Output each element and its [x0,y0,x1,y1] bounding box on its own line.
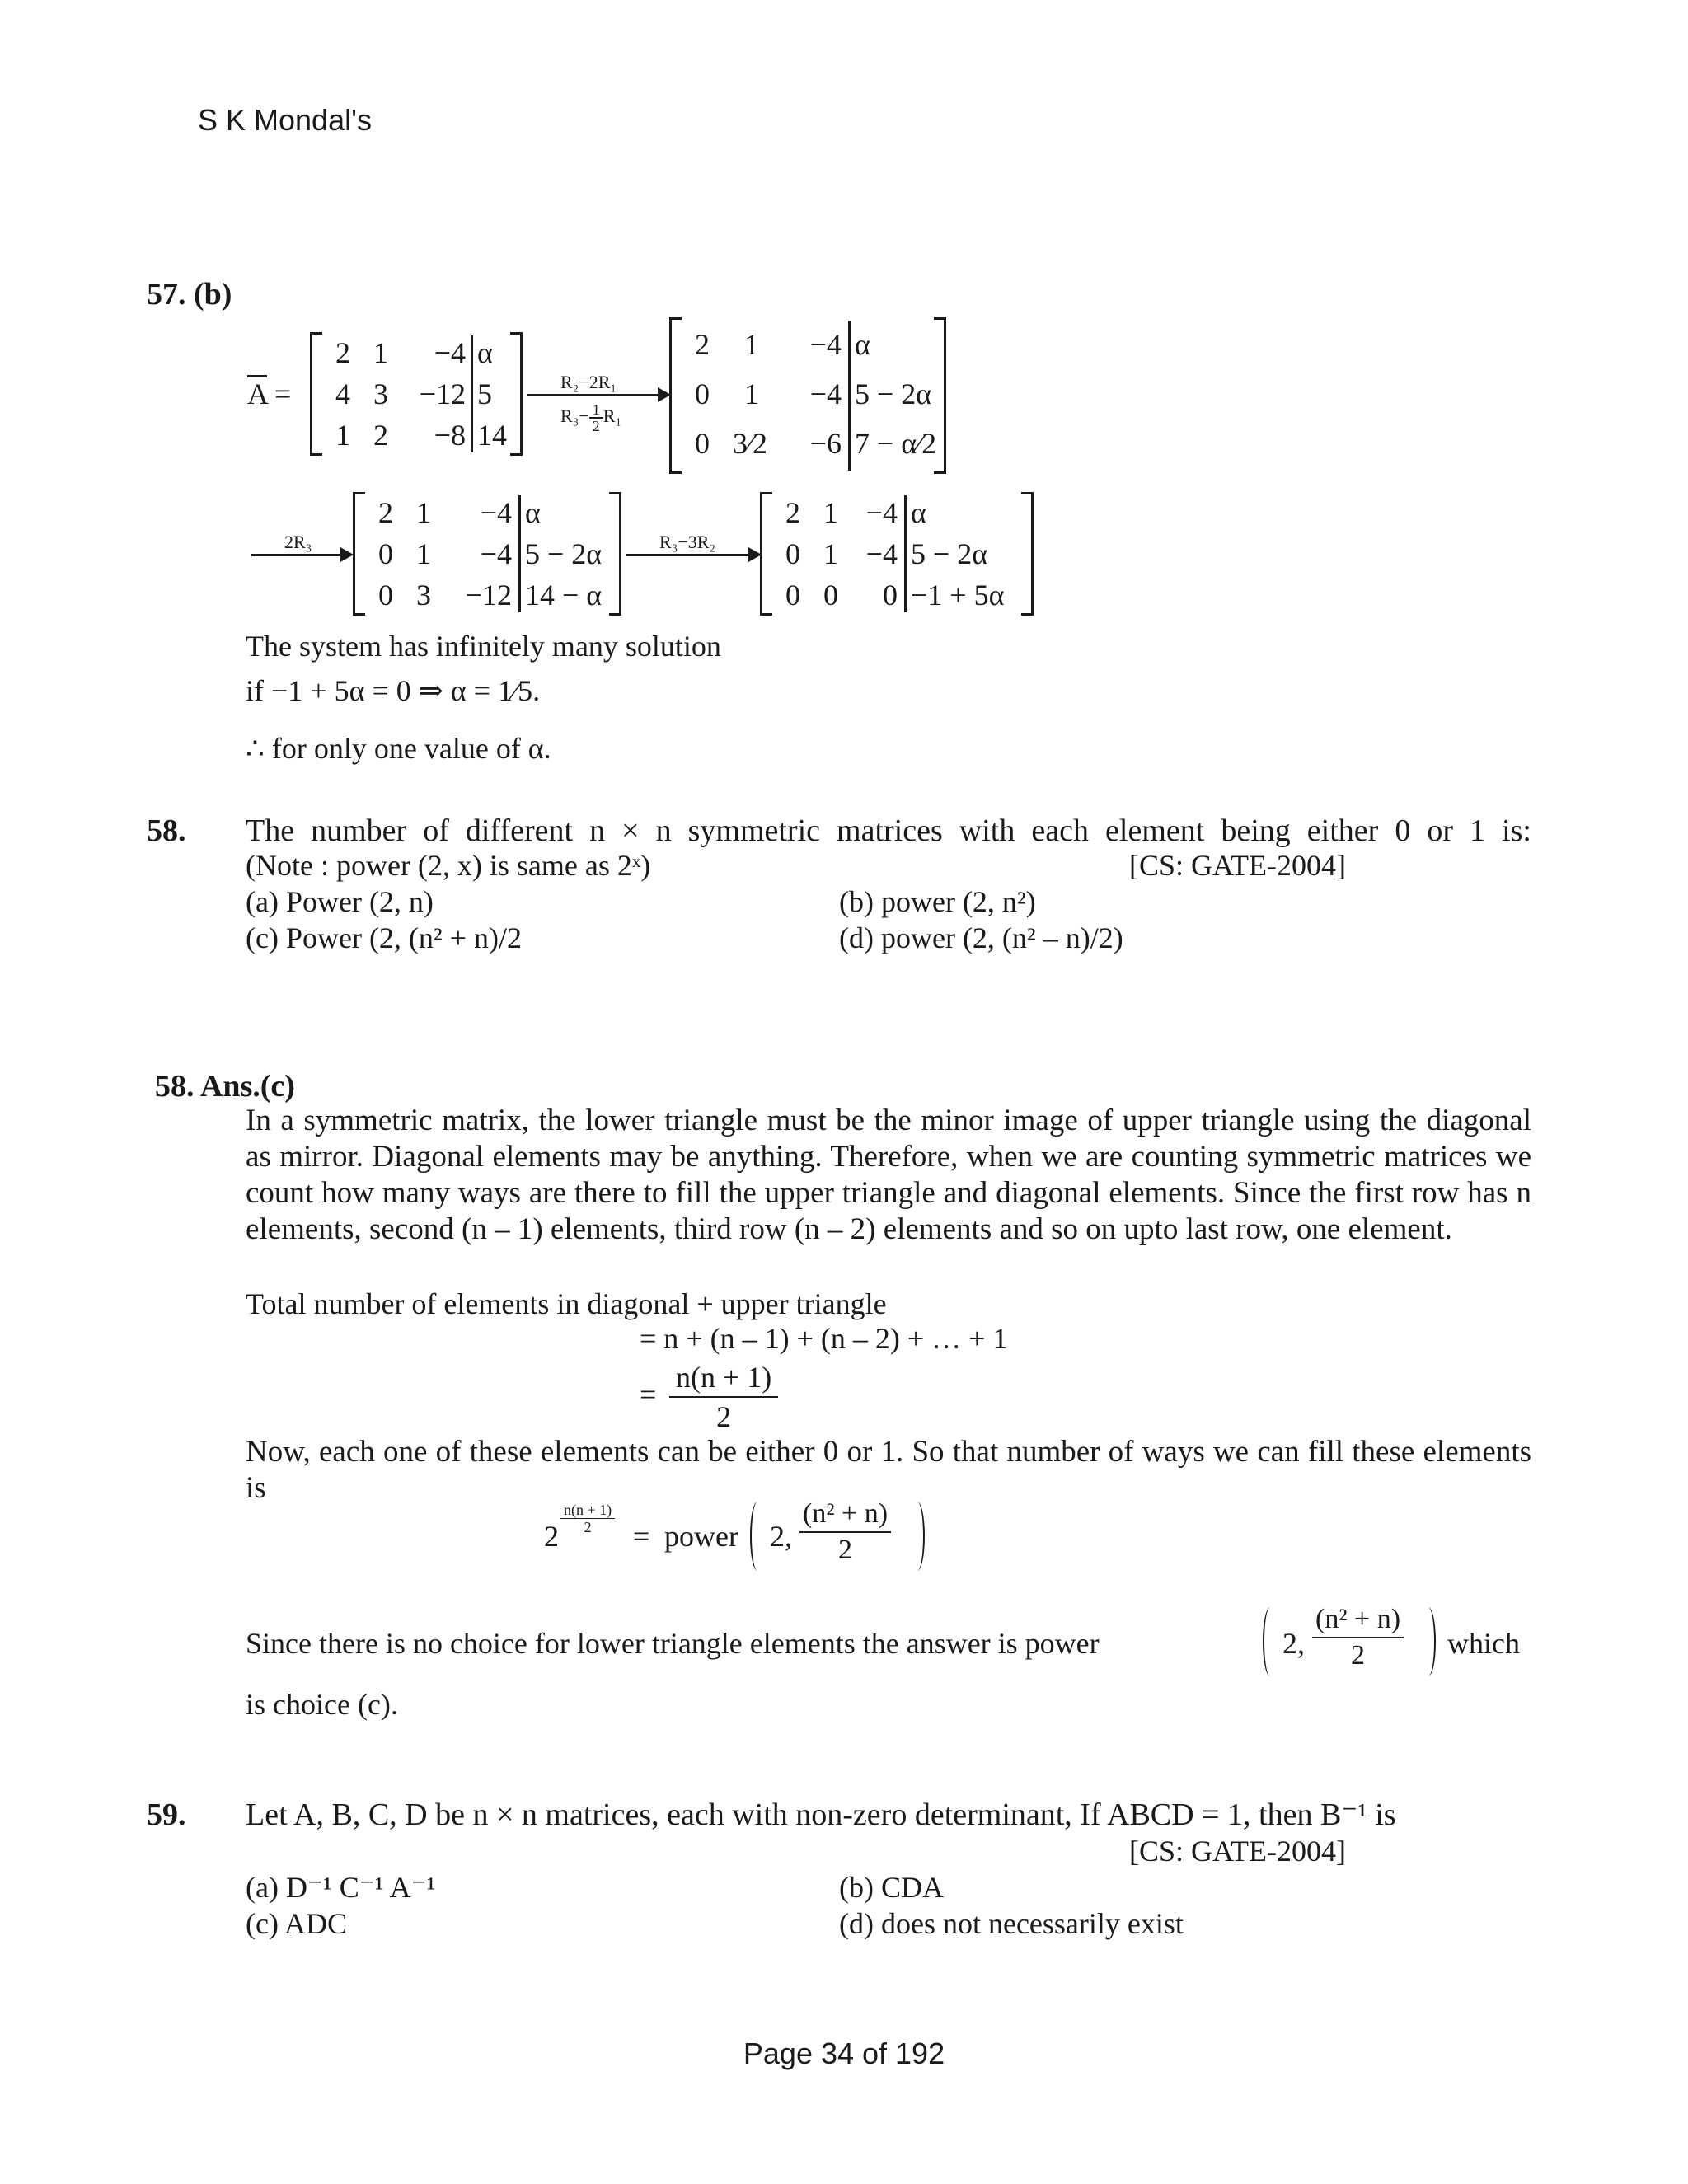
matrix-3 [353,492,621,616]
matrix-cell: 0 [695,427,710,460]
question-59-tag: [CS: GATE-2004] [1129,1835,1346,1868]
power-arg-two: 2, [1282,1627,1305,1660]
question-58-note: (Note : power (2, x) is same as 2ˣ) [246,849,651,882]
q59-option-b[interactable]: (b) CDA [839,1871,944,1904]
answer-58-now: Now, each one of these elements can be either 0 or 1. So that number of ways we can fill these elements is [246,1435,1531,1505]
answer-58-sum: = n + (n – 1) + (n – 2) + … + 1 [640,1322,1008,1355]
question-58-tag: [CS: GATE-2004] [1129,849,1346,882]
matrix-cell: 3⁄2 [732,427,767,460]
matrix-cell: 1 [416,537,431,570]
row-op-text: R₃− [560,405,589,427]
right-paren-icon [1421,1607,1436,1676]
matrix-2 [669,317,946,474]
matrix-cell: 14 [477,419,507,452]
matrix-cell: 0 [823,579,838,612]
matrix-cell: 0 [785,537,800,570]
matrix-cell: 0 [785,579,800,612]
row-op-3: R₃−3R₂ [659,532,716,552]
matrix-cell: α [911,496,926,529]
row-op-1-bottom [560,402,621,434]
matrix-cell: 1 [416,496,431,529]
equals-sign: = [633,1520,650,1553]
power-word: power [664,1520,738,1553]
matrix-cell: α [855,328,870,361]
power-base: 2 [544,1520,559,1553]
matrix-cell: 1 [823,537,838,570]
matrix-cell: 5 − 2α [911,537,988,570]
q59-option-c[interactable]: (c) ADC [246,1907,347,1940]
question-59-text: Let A, B, C, D be n × n matrices, each with non-zero determinant, If ABCD = 1, then B⁻¹ is [246,1797,1396,1832]
frac-den: 2 [592,418,600,434]
frac-num: n(n + 1) [560,1502,615,1519]
matrix-cell: 2 [695,328,710,361]
frac-num: (n² + n) [1312,1602,1404,1638]
matrix-cell: 2 [373,419,388,452]
matrix-4 [760,492,1034,616]
q58-option-b[interactable]: (b) power (2, n²) [839,885,1036,918]
matrix-cell: 1 [335,419,350,452]
question-58-number: 58. [147,813,186,848]
left-paren-icon [750,1502,765,1571]
matrix-a-bar: $\overline{A}$ [247,377,268,410]
answer-58-total: Total number of elements in diagonal + upper triangle [246,1287,887,1320]
answer-58-explanation: In a symmetric matrix, the lower triangle must be the minor image of upper triangle using the diagonal as mirror. Diagonal elements may be anything. Therefore, when we are counting symmetric matrices we count how many ways are there to fill the upper triangle and diagonal elements. Since the first row has n elements, second (n – 1) elements, third row (n – 2) elements and so on upto last row, one element. [246,1104,1531,1246]
matrix-3-row-1 [355,492,619,533]
matrix-cell: 1 [744,377,759,410]
fraction [1312,1602,1404,1673]
matrix-cell: −4 [434,336,466,369]
matrix-cell: 3 [416,579,431,612]
matrix-cell: −4 [809,377,842,410]
matrix-cell: 0 [695,377,710,410]
row-op-text: R₁ [603,405,622,427]
matrix-1-row-3 [312,415,520,456]
page-footer-number: Page 34 of 192 [743,2036,945,2070]
matrix-cell: 0 [378,537,393,570]
equals-sign: = [274,377,292,410]
page-header-author: S K Mondal's [198,103,372,137]
arrow-icon [251,554,350,556]
frac-num: n(n + 1) [669,1358,778,1398]
answer-58-label: 58. Ans.(c) [155,1069,295,1104]
matrix-1-row-1 [312,332,520,373]
frac-den: 2 [838,1535,852,1565]
frac-num: 1 [589,402,603,419]
matrix-4-row-2 [762,533,1031,574]
matrix-cell: −8 [434,419,466,452]
matrix-cell: 2 [785,496,800,529]
matrix-cell: 0 [378,579,393,612]
arrow-icon [626,554,758,556]
right-paren-icon [910,1502,925,1571]
matrix-2-row-3 [672,423,944,464]
matrix-cell: 3 [373,377,388,410]
question-57-label: 57. (b) [147,277,232,312]
frac-den: 2 [584,1519,592,1535]
matrix-cell: −4 [865,537,898,570]
answer-58-which: which [1447,1627,1520,1660]
fraction [560,1502,615,1535]
q57-conclusion-2: if −1 + 5α = 0 ⇒ α = 1⁄5. [246,674,541,707]
matrix-cell: −12 [419,377,466,410]
power-arg-fraction [1312,1602,1404,1673]
matrix-cell: α [477,336,493,369]
sum-fraction [669,1358,778,1436]
matrix-cell: 1 [823,496,838,529]
matrix-4-row-1 [762,492,1031,533]
matrix-2-row-2 [672,373,944,415]
matrix-cell: −4 [809,328,842,361]
row-op-1-top: R₂−2R₁ [560,372,617,392]
equals-sign: = [640,1378,657,1411]
matrix-cell: 5 − 2α [525,537,603,570]
matrix-cell: −4 [865,496,898,529]
matrix-cell: 2 [335,336,350,369]
q58-option-a[interactable]: (a) Power (2, n) [246,885,434,918]
q58-option-d[interactable]: (d) power (2, (n² – n)/2) [839,921,1123,954]
answer-58-choice: is choice (c). [246,1688,398,1721]
power-exponent [560,1502,615,1535]
frac-den: 2 [1351,1640,1365,1671]
matrix-1 [310,332,523,456]
matrix-cell: −1 + 5α [911,579,1005,612]
question-59-number: 59. [147,1797,186,1832]
question-58-text: The number of different n × n symmetric matrices with each element being either 0 or 1 is: [246,813,1531,848]
matrix-cell: −4 [480,496,512,529]
matrix-4-row-3 [762,574,1031,616]
matrix-cell: 4 [335,377,350,410]
augmented-matrix-symbol [247,373,291,415]
matrix-cell: 14 − α [525,579,603,612]
matrix-cell: −4 [480,537,512,570]
matrix-cell: −12 [465,579,512,612]
matrix-cell: 1 [744,328,759,361]
power-arg-two: 2, [770,1520,792,1553]
matrix-cell: 7 − α⁄2 [855,427,937,460]
q59-option-d[interactable]: (d) does not necessarily exist [839,1907,1184,1940]
row-op-2: 2R₃ [284,532,312,552]
matrix-3-row-3 [355,574,619,616]
matrix-1-row-2 [312,373,520,415]
matrix-cell: 5 [477,377,492,410]
matrix-cell: −6 [809,427,842,460]
answer-58-since: Since there is no choice for lower triangle elements the answer is power [246,1627,1100,1660]
frac-num: (n² + n) [799,1497,891,1533]
power-arg-fraction [799,1497,891,1568]
q57-conclusion-3: ∴ for only one value of α. [246,732,551,765]
fraction [669,1358,778,1436]
arrow-icon [528,394,668,396]
half-fraction [589,402,603,434]
fraction [799,1497,891,1568]
frac-den: 2 [716,1400,732,1433]
q59-option-a[interactable]: (a) D⁻¹ C⁻¹ A⁻¹ [246,1871,436,1904]
q58-option-c[interactable]: (c) Power (2, (n² + n)/2 [246,921,523,954]
matrix-cell: 5 − 2α [855,377,932,410]
matrix-cell: 2 [378,496,393,529]
matrix-2-row-1 [672,324,944,365]
q57-conclusion-1: The system has infinitely many solution [246,630,721,663]
matrix-cell: 0 [883,579,898,612]
left-paren-icon [1263,1607,1278,1676]
matrix-cell: α [525,496,541,529]
matrix-3-row-2 [355,533,619,574]
matrix-cell: 1 [373,336,388,369]
